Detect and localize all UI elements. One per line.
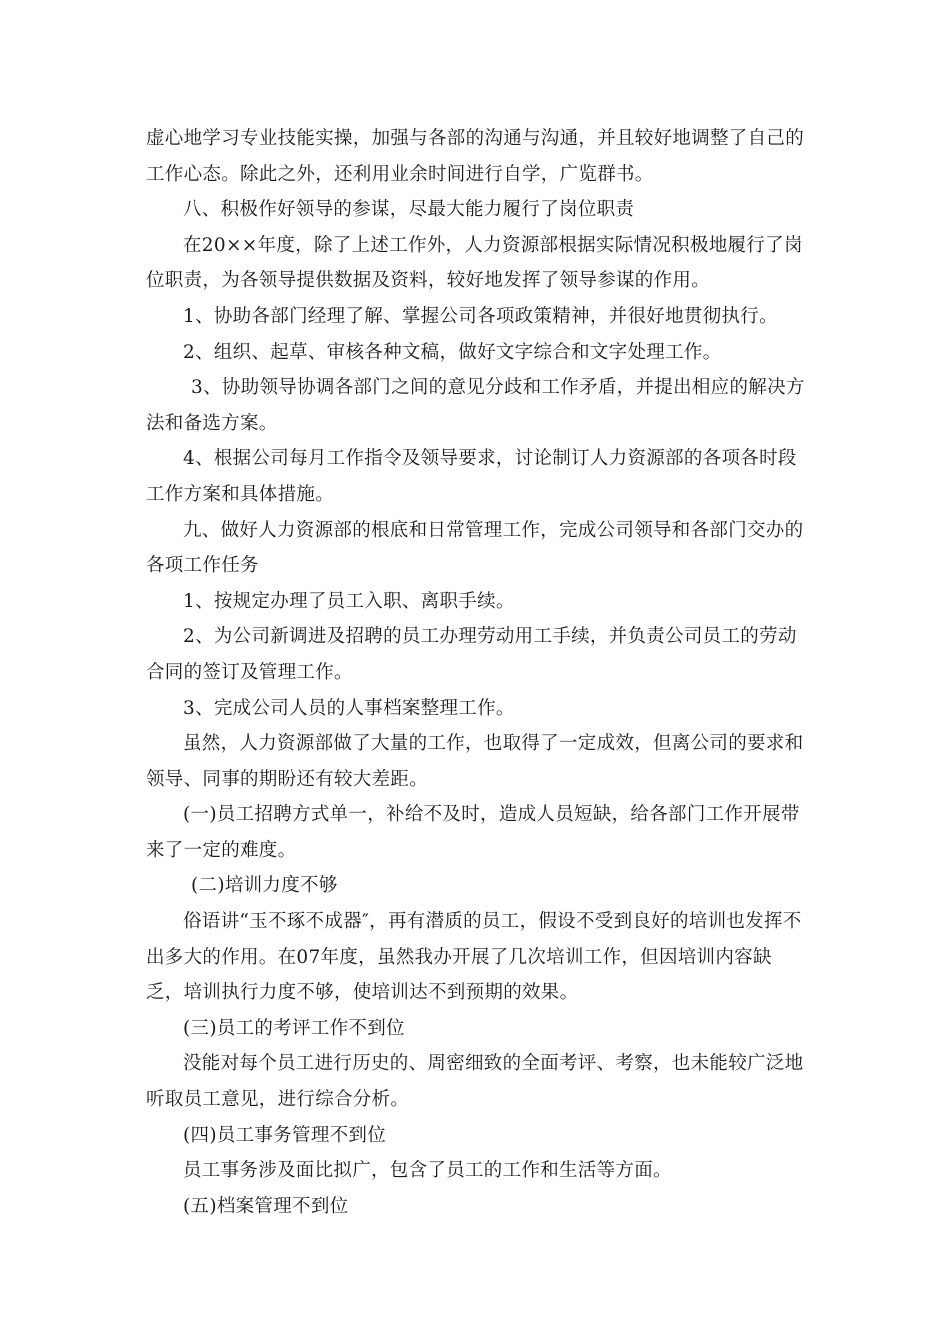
paragraph-continuation: 虚心地学习专业技能实操，加强与各部的沟通与沟通，并且较好地调整了自己的工作心态。除此之外，还利用业余时间进行自学，广览群书。 <box>146 128 805 185</box>
section-heading-9: 九、做好人力资源部的根底和日常管理工作，完成公司领导和各部门交办的各项工作任务 <box>146 519 804 577</box>
paragraph: 俗语讲“玉不琢不成器″，再有潜质的员工，假设不受到良好的培训也发挥不出多大的作用。在07年度，虽然我办开展了几次培训工作，但因培训内容缺乏，培训执行力度不够，使培训达不到预期的效果。 <box>146 911 802 1004</box>
subsection-heading: (五)档案管理不到位 <box>183 1195 349 1217</box>
list-item: 1、协助各部门经理了解、掌握公司各项政策精神，并很好地贯彻执行。 <box>183 305 778 327</box>
paragraph: 员工事务涉及面比拟广，包含了员工的工作和生活等方面。 <box>183 1160 672 1182</box>
section-heading-8: 八、积极作好领导的参谋，尽最大能力履行了岗位职责 <box>183 199 635 221</box>
paragraph: 在20××年度，除了上述工作外，人力资源部根据实际情况积极地履行了岗位职责，为各领导提供数据及资料，较好地发挥了领导参谋的作用。 <box>146 234 803 292</box>
document-body <box>146 121 806 1224</box>
subsection-heading: (四)员工事务管理不到位 <box>183 1124 387 1146</box>
list-item: 2、组织、起草、审核各种文稿，做好文字综合和文字处理工作。 <box>183 341 722 363</box>
paragraph: 虽然，人力资源部做了大量的工作，也取得了一定成效，但离公司的要求和领导、同事的期盼还有较大差距。 <box>146 733 804 790</box>
paragraph: 没能对每个员工进行历史的、周密细致的全面考评、考察，也未能较广泛地听取员工意见，进行综合分析。 <box>146 1053 804 1111</box>
subsection-item: (一)员工招聘方式单一，补给不及时，造成人员短缺，给各部门工作开展带来了一定的难度。 <box>146 804 800 861</box>
list-item: 3、协助领导协调各部门之间的意见分歧和工作矛盾，并提出相应的解决方法和备选方案。 <box>146 377 805 434</box>
list-item: 1、按规定办理了员工入职、离职手续。 <box>183 590 515 612</box>
list-item: 2、为公司新调进及招聘的员工办理劳动用工手续，并负责公司员工的劳动合同的签订及管理工作。 <box>146 626 797 683</box>
list-item: 3、完成公司人员的人事档案整理工作。 <box>183 697 515 719</box>
list-item: 4、根据公司每月工作指令及领导要求，讨论制订人力资源部的各项各时段工作方案和具体措施。 <box>146 448 797 505</box>
subsection-heading: (三)员工的考评工作不到位 <box>183 1017 405 1039</box>
subsection-heading: (二)培训力度不够 <box>191 875 338 897</box>
